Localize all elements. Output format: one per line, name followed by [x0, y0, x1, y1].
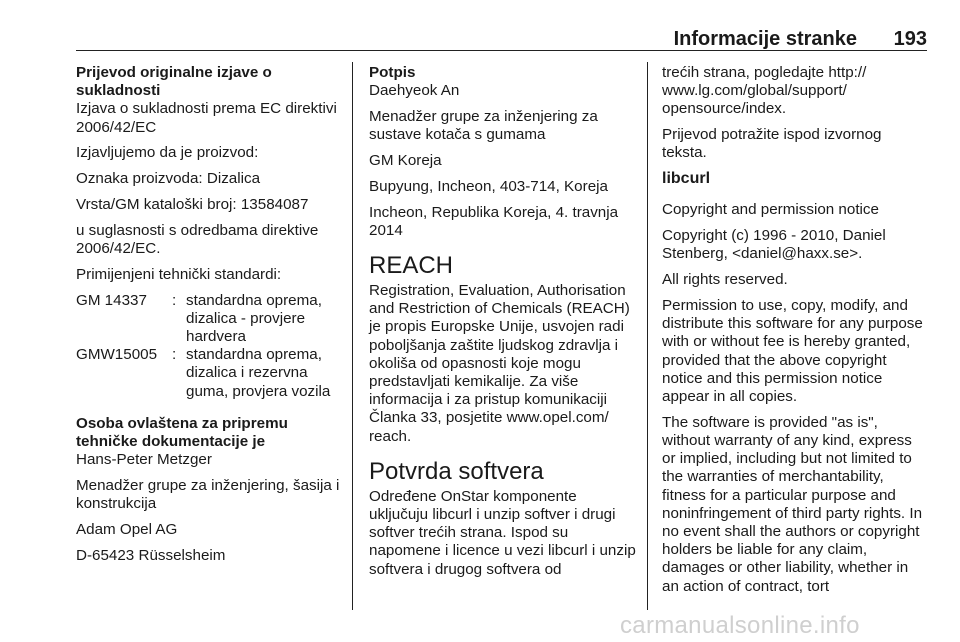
- software-title: Potvrda softvera: [369, 457, 544, 485]
- product-designation: Oznaka proizvoda: Dizalica: [76, 170, 261, 188]
- watermark: carmanualsonline.info: [620, 612, 860, 639]
- page-header: [76, 24, 927, 50]
- column-2: [369, 64, 639, 586]
- signatory-name: Daehyeok An: [369, 82, 460, 100]
- column-divider-2: [647, 62, 648, 610]
- header-divider: [76, 50, 927, 51]
- declaration-intro: Izjava o sukladnosti prema EC direktivi 2006/42/EC: [76, 100, 337, 136]
- standard-row: [76, 292, 342, 347]
- signature-place-date: Incheon, Republika Koreja, 4. travnja 2014: [369, 203, 619, 239]
- company-name: Adam Opel AG: [76, 521, 178, 539]
- standards-table: [76, 292, 342, 401]
- warranty-text: The software is provided "as is", without warranty of any kind, express or implied, including but not limited to the warranties of merchantability, fitness for a particular purpose and noninfringement of third party rights. In no event shall the authors or copyright holders be liable for any claim, damages or other liability, whether in an action of contract, tort: [662, 413, 923, 595]
- authorized-person-name: Hans-Peter Metzger: [76, 451, 212, 469]
- reach-text: Registration, Evaluation, Authorisation and Restriction of Chemicals (REACH) je propis Europske Unije, usvojen radi poboljšanja zaštite ljudskog zdravlja i okoliša od opasnosti koje mogu predstavljati kemikalije. Za više informacija i za pristup komunikaciji Članka 33, posjetite www.opel.com/ reach.: [369, 282, 630, 445]
- standard-separator: :: [172, 346, 177, 364]
- page-number: 193: [893, 28, 927, 50]
- standards-label: Primijenjeni tehnički standardi:: [76, 265, 282, 283]
- standard-description: standardna oprema, dizalica i rezervna guma, provjera vozila: [186, 346, 331, 400]
- column-1: [76, 64, 342, 573]
- column-divider-1: [352, 62, 353, 610]
- standard-separator: :: [172, 291, 177, 309]
- company-address: D-65423 Rüsselsheim: [76, 546, 226, 564]
- standard-code: GM 14337: [76, 291, 147, 309]
- libcurl-title: libcurl: [662, 170, 711, 188]
- continued-text: trećih strana, pogledajte http:// www.lg.com/global/support/ opensource/index.: [662, 64, 867, 118]
- standard-description: standardna oprema, dizalica - provjere hardvera: [186, 291, 322, 345]
- part-number: Vrsta/GM kataloški broj: 13584087: [76, 196, 309, 213]
- signatory-company: GM Koreja: [369, 152, 442, 169]
- reach-title: REACH: [369, 252, 454, 279]
- declaration-statement: Izjavljujemo da je proizvod:: [76, 144, 259, 162]
- copyright-notice-heading: Copyright and permission notice: [662, 201, 879, 219]
- rights-reserved: All rights reserved.: [662, 271, 788, 289]
- translation-note: Prijevod potražite ispod izvornog teksta.: [662, 126, 882, 162]
- permission-text: Permission to use, copy, modify, and distribute this software for any purpose with or without fee is hereby granted, provided that the above copyright notice and this permission notice appear in all copies.: [662, 297, 923, 406]
- column-3: [662, 64, 928, 603]
- signatory-title: Menadžer grupe za inženjering za sustave kotača s gumama: [369, 108, 598, 144]
- signature-heading: Potpis: [369, 64, 416, 81]
- declaration-heading: Prijevod originalne izjave o sukladnosti: [76, 64, 272, 100]
- page-title: Informacije stranke: [673, 28, 857, 50]
- signatory-address: Bupyung, Incheon, 403-714, Koreja: [369, 177, 608, 195]
- software-text: Određene OnStar komponente uključuju libcurl i unzip softver i drugi softver trećih strana. Ispod su napomene i licence u vezi libcurl i unzip softvera i drugog softvera od: [369, 487, 636, 578]
- compliance-text: u suglasnosti s odredbama direktive 2006/42/EC.: [76, 221, 319, 257]
- copyright-line: Copyright (c) 1996 - 2010, Daniel Stenberg, <daniel@haxx.se>.: [662, 227, 886, 263]
- standard-row: [76, 346, 342, 401]
- authorized-person-title: Menadžer grupe za inženjering, šasija i konstrukcija: [76, 477, 340, 513]
- standard-code: GMW15005: [76, 346, 158, 364]
- authorized-person-heading: Osoba ovlaštena za pripremu tehničke dokumentacije je: [76, 414, 288, 451]
